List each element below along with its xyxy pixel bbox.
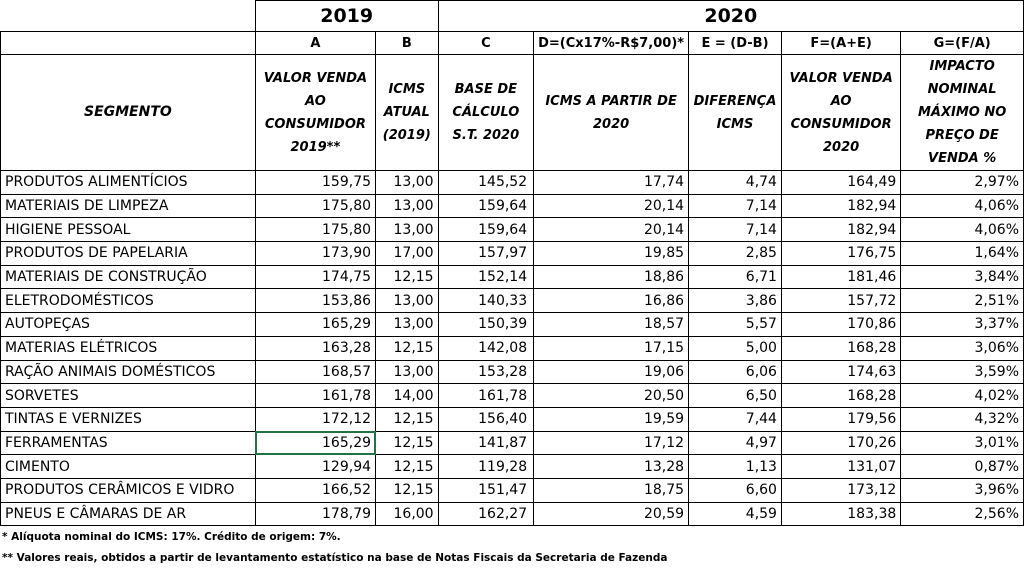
- icms-2020-cell[interactable]: 17,74: [534, 171, 689, 195]
- header-valor-venda-2020[interactable]: VALOR VENDA AO CONSUMIDOR 2020: [781, 55, 900, 171]
- base-calculo-cell[interactable]: 150,39: [438, 313, 534, 337]
- table-row: [1, 431, 1024, 455]
- base-calculo-cell[interactable]: 152,14: [438, 265, 534, 289]
- column-header-row: [1, 55, 1024, 171]
- column-letter-row: [1, 32, 1024, 55]
- segment-name-cell[interactable]: PRODUTOS CERÂMICOS E VIDRO: [1, 478, 256, 502]
- table-row: [1, 313, 1024, 337]
- icms-2020-cell[interactable]: 13,28: [534, 455, 689, 479]
- icms-2020-cell[interactable]: 18,75: [534, 478, 689, 502]
- icms-atual-cell[interactable]: 12,15: [376, 407, 439, 431]
- icms-atual-cell[interactable]: 13,00: [376, 171, 439, 195]
- icms-atual-cell[interactable]: 12,15: [376, 455, 439, 479]
- table-row: [1, 242, 1024, 266]
- valor-2019-cell[interactable]: 129,94: [255, 455, 375, 479]
- letter-g-formula[interactable]: G=(F/A): [901, 32, 1024, 55]
- segment-name-cell[interactable]: HIGIENE PESSOAL: [1, 218, 256, 242]
- icms-2020-cell[interactable]: 20,59: [534, 502, 689, 526]
- valor-2020-cell[interactable]: 131,07: [781, 455, 900, 479]
- header-icms-2020[interactable]: ICMS A PARTIR DE 2020: [534, 55, 689, 171]
- valor-2020-cell[interactable]: 182,94: [781, 194, 900, 218]
- base-calculo-cell[interactable]: 142,08: [438, 336, 534, 360]
- impacto-cell[interactable]: 2,51%: [901, 289, 1024, 313]
- icms-atual-cell[interactable]: 13,00: [376, 289, 439, 313]
- icms-2020-cell[interactable]: 19,59: [534, 407, 689, 431]
- valor-2020-cell[interactable]: 182,94: [781, 218, 900, 242]
- icms-atual-cell[interactable]: 13,00: [376, 218, 439, 242]
- footnote-valores-reais: ** Valores reais, obtidos a partir de levantamento estatístico na base de Notas Fiscais da Secretaria de Fazenda: [2, 552, 668, 564]
- icms-2020-cell[interactable]: 16,86: [534, 289, 689, 313]
- base-calculo-cell[interactable]: 153,28: [438, 360, 534, 384]
- year-row: [1, 1, 1024, 32]
- icms-atual-cell[interactable]: 17,00: [376, 242, 439, 266]
- impacto-cell[interactable]: 3,59%: [901, 360, 1024, 384]
- blank-corner-cell[interactable]: [1, 1, 256, 32]
- letter-d-formula[interactable]: D=(Cx17%-R$7,00)*: [534, 32, 689, 55]
- valor-2020-cell[interactable]: 170,86: [781, 313, 900, 337]
- table-row: [1, 265, 1024, 289]
- icms-atual-cell[interactable]: 12,15: [376, 265, 439, 289]
- table-body: [1, 171, 1024, 526]
- valor-2019-cell[interactable]: 166,52: [255, 478, 375, 502]
- table-row: [1, 218, 1024, 242]
- impacto-cell[interactable]: 2,56%: [901, 502, 1024, 526]
- year-2019-header[interactable]: 2019: [255, 1, 438, 32]
- letter-e-formula[interactable]: E = (D-B): [689, 32, 782, 55]
- diferenca-cell[interactable]: 3,86: [689, 289, 782, 313]
- base-calculo-cell[interactable]: 162,27: [438, 502, 534, 526]
- letter-c[interactable]: C: [438, 32, 534, 55]
- icms-2020-cell[interactable]: 19,85: [534, 242, 689, 266]
- icms-atual-cell[interactable]: 12,15: [376, 478, 439, 502]
- letter-cell-blank[interactable]: [1, 32, 256, 55]
- icms-atual-cell[interactable]: 13,00: [376, 194, 439, 218]
- impacto-cell[interactable]: 3,06%: [901, 336, 1024, 360]
- diferenca-cell[interactable]: 2,85: [689, 242, 782, 266]
- valor-2019-cell[interactable]: 161,78: [255, 384, 375, 408]
- base-calculo-cell[interactable]: 161,78: [438, 384, 534, 408]
- year-2020-header[interactable]: 2020: [438, 1, 1023, 32]
- diferenca-cell[interactable]: 4,74: [689, 171, 782, 195]
- header-icms-atual[interactable]: ICMS ATUAL (2019): [376, 55, 439, 171]
- segment-name-cell[interactable]: MATERIAS ELÉTRICOS: [1, 336, 256, 360]
- segment-name-cell[interactable]: PRODUTOS ALIMENTÍCIOS: [1, 171, 256, 195]
- segment-name-cell[interactable]: AUTOPEÇAS: [1, 313, 256, 337]
- letter-a[interactable]: A: [255, 32, 375, 55]
- table-row: [1, 336, 1024, 360]
- valor-2019-cell[interactable]: 159,75: [255, 171, 375, 195]
- segment-name-cell[interactable]: MATERIAIS DE CONSTRUÇÃO: [1, 265, 256, 289]
- valor-2020-cell[interactable]: 174,63: [781, 360, 900, 384]
- table-row: [1, 407, 1024, 431]
- impacto-cell[interactable]: 4,32%: [901, 407, 1024, 431]
- segment-name-cell[interactable]: SORVETES: [1, 384, 256, 408]
- table-row: [1, 384, 1024, 408]
- table-row: [1, 455, 1024, 479]
- icms-2020-cell[interactable]: 17,15: [534, 336, 689, 360]
- segment-name-cell[interactable]: MATERIAIS DE LIMPEZA: [1, 194, 256, 218]
- impacto-cell[interactable]: 3,84%: [901, 265, 1024, 289]
- valor-2020-cell[interactable]: 164,49: [781, 171, 900, 195]
- table-row: [1, 478, 1024, 502]
- letter-b[interactable]: B: [376, 32, 439, 55]
- base-calculo-cell[interactable]: 140,33: [438, 289, 534, 313]
- valor-2019-cell[interactable]: 172,12: [255, 407, 375, 431]
- icms-atual-cell[interactable]: 12,15: [376, 336, 439, 360]
- valor-2020-cell[interactable]: 181,46: [781, 265, 900, 289]
- table-row: [1, 194, 1024, 218]
- valor-2019-cell[interactable]: 175,80: [255, 218, 375, 242]
- header-impacto-nominal[interactable]: IMPACTO NOMINAL MÁXIMO NO PREÇO DE VENDA %: [901, 55, 1024, 171]
- segment-name-cell[interactable]: PNEUS E CÂMARAS DE AR: [1, 502, 256, 526]
- header-diferenca-icms[interactable]: DIFERENÇA ICMS: [689, 55, 782, 171]
- table-row: [1, 289, 1024, 313]
- segment-name-cell[interactable]: TINTAS E VERNIZES: [1, 407, 256, 431]
- segment-name-cell[interactable]: RAÇÃO ANIMAIS DOMÉSTICOS: [1, 360, 256, 384]
- diferenca-cell[interactable]: 6,71: [689, 265, 782, 289]
- diferenca-cell[interactable]: 4,59: [689, 502, 782, 526]
- valor-2019-cell[interactable]: 173,90: [255, 242, 375, 266]
- segment-name-cell[interactable]: ELETRODOMÉSTICOS: [1, 289, 256, 313]
- base-calculo-cell[interactable]: 159,64: [438, 194, 534, 218]
- icms-atual-cell[interactable]: 14,00: [376, 384, 439, 408]
- impacto-cell[interactable]: 3,01%: [901, 431, 1024, 455]
- valor-2020-cell[interactable]: 168,28: [781, 336, 900, 360]
- base-calculo-cell[interactable]: 157,97: [438, 242, 534, 266]
- valor-2019-cell[interactable]: 174,75: [255, 265, 375, 289]
- valor-2020-cell[interactable]: 170,26: [781, 431, 900, 455]
- valor-2019-cell[interactable]: 165,29: [255, 313, 375, 337]
- header-segmento[interactable]: SEGMENTO: [1, 55, 256, 171]
- icms-atual-cell[interactable]: 16,00: [376, 502, 439, 526]
- diferenca-cell[interactable]: 7,14: [689, 218, 782, 242]
- diferenca-cell[interactable]: 7,44: [689, 407, 782, 431]
- impacto-cell[interactable]: 3,96%: [901, 478, 1024, 502]
- header-base-calculo[interactable]: BASE DE CÁLCULO S.T. 2020: [438, 55, 534, 171]
- diferenca-cell[interactable]: 6,50: [689, 384, 782, 408]
- base-calculo-cell[interactable]: 145,52: [438, 171, 534, 195]
- valor-2019-cell[interactable]: 165,29: [255, 431, 375, 455]
- base-calculo-cell[interactable]: 151,47: [438, 478, 534, 502]
- base-calculo-cell[interactable]: 141,87: [438, 431, 534, 455]
- valor-2019-cell[interactable]: 153,86: [255, 289, 375, 313]
- valor-2019-cell[interactable]: 163,28: [255, 336, 375, 360]
- impacto-cell[interactable]: 4,06%: [901, 218, 1024, 242]
- impacto-cell[interactable]: 4,06%: [901, 194, 1024, 218]
- icms-2020-cell[interactable]: 20,14: [534, 218, 689, 242]
- diferenca-cell[interactable]: 5,00: [689, 336, 782, 360]
- footnote-aliquota: * Alíquota nominal do ICMS: 17%. Crédito de origem: 7%.: [2, 531, 341, 543]
- icms-2020-cell[interactable]: 17,12: [534, 431, 689, 455]
- icms-2020-cell[interactable]: 19,06: [534, 360, 689, 384]
- segment-name-cell[interactable]: CIMENTO: [1, 455, 256, 479]
- table-row: [1, 502, 1024, 526]
- segment-name-cell[interactable]: PRODUTOS DE PAPELARIA: [1, 242, 256, 266]
- icms-atual-cell[interactable]: 12,15: [376, 431, 439, 455]
- icms-2020-cell[interactable]: 20,50: [534, 384, 689, 408]
- diferenca-cell[interactable]: 5,57: [689, 313, 782, 337]
- table-row: [1, 360, 1024, 384]
- diferenca-cell[interactable]: 1,13: [689, 455, 782, 479]
- impacto-cell[interactable]: 3,37%: [901, 313, 1024, 337]
- impacto-cell[interactable]: 2,97%: [901, 171, 1024, 195]
- base-calculo-cell[interactable]: 159,64: [438, 218, 534, 242]
- valor-2020-cell[interactable]: 157,72: [781, 289, 900, 313]
- segment-name-cell[interactable]: FERRAMENTAS: [1, 431, 256, 455]
- valor-2019-cell[interactable]: 168,57: [255, 360, 375, 384]
- icms-2020-cell[interactable]: 20,14: [534, 194, 689, 218]
- valor-2019-cell[interactable]: 178,79: [255, 502, 375, 526]
- letter-f-formula[interactable]: F=(A+E): [781, 32, 900, 55]
- valor-2019-cell[interactable]: 175,80: [255, 194, 375, 218]
- diferenca-cell[interactable]: 7,14: [689, 194, 782, 218]
- valor-2020-cell[interactable]: 176,75: [781, 242, 900, 266]
- valor-2020-cell[interactable]: 183,38: [781, 502, 900, 526]
- valor-2020-cell[interactable]: 179,56: [781, 407, 900, 431]
- icms-atual-cell[interactable]: 13,00: [376, 313, 439, 337]
- diferenca-cell[interactable]: 4,97: [689, 431, 782, 455]
- impacto-cell[interactable]: 4,02%: [901, 384, 1024, 408]
- icms-2020-cell[interactable]: 18,57: [534, 313, 689, 337]
- base-calculo-cell[interactable]: 156,40: [438, 407, 534, 431]
- table-row: [1, 171, 1024, 195]
- valor-2020-cell[interactable]: 173,12: [781, 478, 900, 502]
- header-valor-venda-2019[interactable]: VALOR VENDA AO CONSUMIDOR 2019**: [255, 55, 375, 171]
- base-calculo-cell[interactable]: 119,28: [438, 455, 534, 479]
- impacto-cell[interactable]: 1,64%: [901, 242, 1024, 266]
- icms-2020-cell[interactable]: 18,86: [534, 265, 689, 289]
- diferenca-cell[interactable]: 6,60: [689, 478, 782, 502]
- impacto-cell[interactable]: 0,87%: [901, 455, 1024, 479]
- valor-2020-cell[interactable]: 168,28: [781, 384, 900, 408]
- diferenca-cell[interactable]: 6,06: [689, 360, 782, 384]
- icms-atual-cell[interactable]: 13,00: [376, 360, 439, 384]
